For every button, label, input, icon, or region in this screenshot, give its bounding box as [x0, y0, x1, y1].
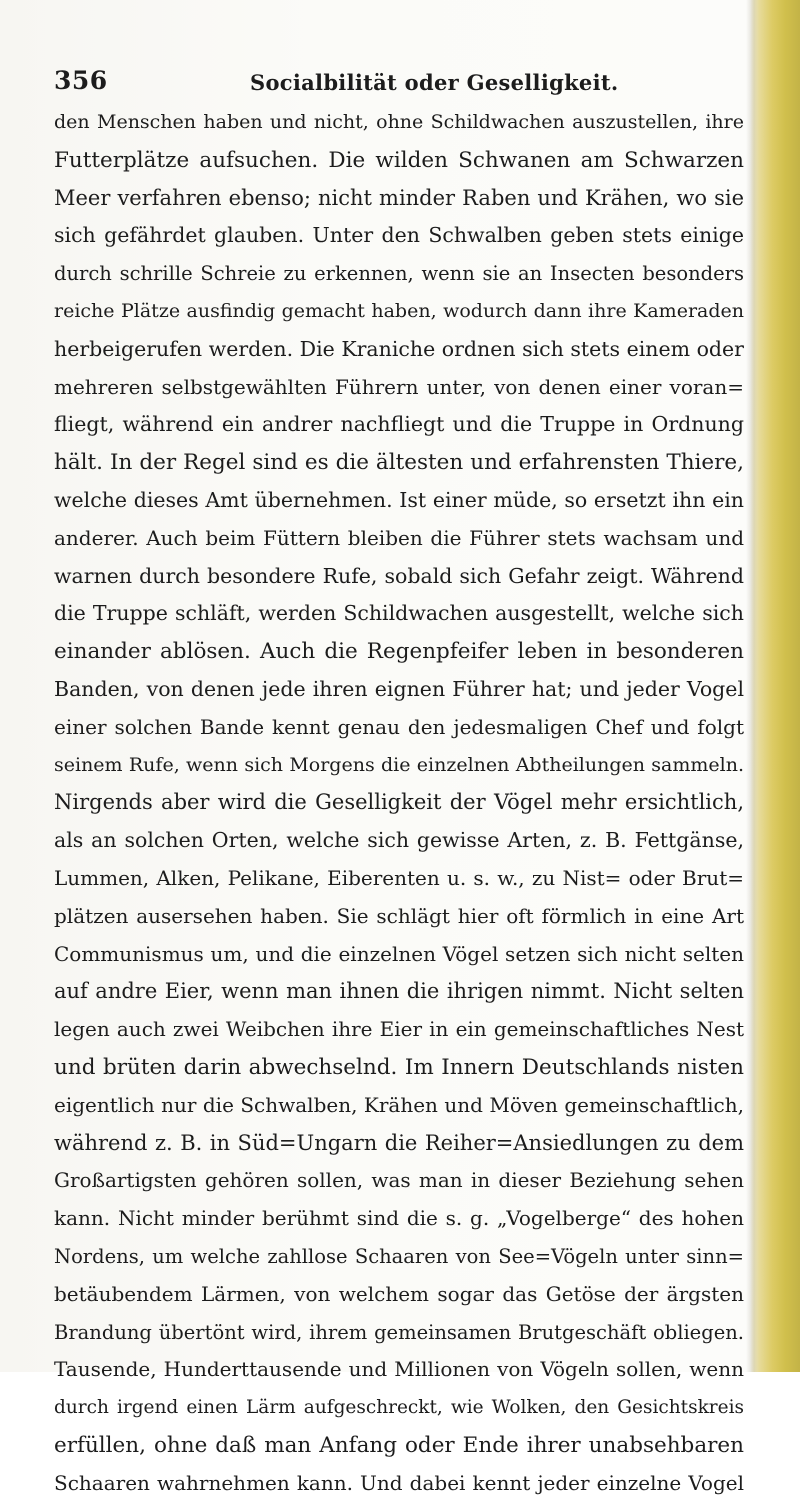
page-header [54, 66, 748, 106]
text-line: reiche Plätze ausfindig gemacht haben, wodurch dann ihre Kameraden [54, 299, 744, 322]
text-line: fliegt, während ein andrer nachfliegt und die Truppe in Ordnung [54, 412, 744, 437]
text-line: einander ablösen. Auch die Regenpfeifer leben in besonderen [54, 639, 744, 665]
text-line: mehreren selbstgewählten Führern unter, von denen einer voran= [54, 374, 744, 399]
text-line: Schaaren wahrnehmen kann. Und dabei kennt jeder einzelne Vogel [54, 1470, 744, 1495]
text-line: während z. B. in Süd=Ungarn die Reiher=Ansiedlungen zu dem [54, 1130, 744, 1155]
text-line: Lummen, Alken, Pelikane, Eiberenten u. s. w., zu Nist= oder Brut= [54, 865, 744, 890]
text-line: und brüten darin abwechselnd. Im Innern Deutschlands nisten [54, 1054, 744, 1080]
text-line: Brandung übertönt wird, ihrem gemeinsamen Brutgeschäft obliegen. [54, 1320, 744, 1344]
text-line: Meer verfahren ebenso; nicht minder Raben und Krähen, wo sie [54, 185, 744, 210]
text-line: Banden, von denen jede ihren eignen Führer hat; und jeder Vogel [54, 676, 744, 701]
text-line: einer solchen Bande kennt genau den jedesmaligen Chef und folgt [54, 714, 744, 739]
text-line: die Truppe schläft, werden Schildwachen ausgestellt, welche sich [54, 601, 744, 626]
text-line: Tausende, Hunderttausende und Millionen von Vögeln sollen, wenn [54, 1357, 744, 1382]
text-line: auf andre Eier, wenn man ihnen die ihrigen nimmt. Nicht selten [54, 979, 744, 1004]
text-line: eigentlich nur die Schwalben, Krähen und Möven gemeinschaftlich, [54, 1092, 744, 1117]
text-line: warnen durch besondere Rufe, sobald sich Gefahr zeigt. Während [54, 563, 744, 588]
text-line: welche dieses Amt übernehmen. Ist einer müde, so ersetzt ihn ein [54, 487, 744, 512]
text-line: Futterplätze aufsuchen. Die wilden Schwanen am Schwarzen [54, 147, 744, 173]
text-line: hält. In der Regel sind es die ältesten und erfahrensten Thiere, [54, 450, 744, 476]
text-line: Großartigsten gehören sollen, was man in dieser Beziehung sehen [54, 1168, 744, 1193]
text-line: anderer. Auch beim Füttern bleiben die Führer stets wachsam und [54, 525, 744, 550]
page-number: 356 [54, 66, 108, 95]
text-line: den Menschen haben und nicht, ohne Schildwachen auszustellen, ihre [54, 111, 744, 133]
text-line: erfüllen, ohne daß man Anfang oder Ende ihrer unabsehbaren [54, 1432, 744, 1458]
text-line: sich gefährdet glauben. Unter den Schwalben geben stets einige [54, 223, 744, 248]
text-line: als an solchen Orten, welche sich gewisse Arten, z. B. Fettgänse, [54, 828, 744, 853]
text-line: durch irgend einen Lärm aufgeschreckt, wie Wolken, den Gesichtskreis [54, 1397, 744, 1419]
text-line: Communismus um, und die einzelnen Vögel setzen sich nicht selten [54, 941, 744, 966]
text-line: betäubendem Lärmen, von welchem sogar das Getöse der ärgsten [54, 1281, 744, 1306]
text-line: Nirgends aber wird die Geselligkeit der Vögel mehr ersichtlich, [54, 790, 744, 815]
body-text [54, 104, 744, 1502]
running-head: Socialbilität oder Geselligkeit. [250, 70, 619, 95]
text-line: legen auch zwei Weibchen ihre Eier in ein gemeinschaftliches Nest [54, 1017, 744, 1042]
text-line: plätzen ausersehen haben. Sie schlägt hier oft förmlich in eine Art [54, 903, 744, 928]
text-line: herbeigerufen werden. Die Kraniche ordnen sich stets einem oder [54, 336, 744, 361]
text-line: seinem Rufe, wenn sich Morgens die einzelnen Abtheilungen sammeln. [54, 753, 744, 776]
text-line: durch schrille Schreie zu erkennen, wenn sie an Insecten besonders [54, 262, 744, 286]
page-edge [750, 0, 800, 1372]
text-line: kann. Nicht minder berühmt sind die s. g. „Vogelberge“ des hohen [54, 1206, 744, 1231]
text-line: Nordens, um welche zahllose Schaaren von See=Vögeln unter sinn= [54, 1244, 744, 1268]
